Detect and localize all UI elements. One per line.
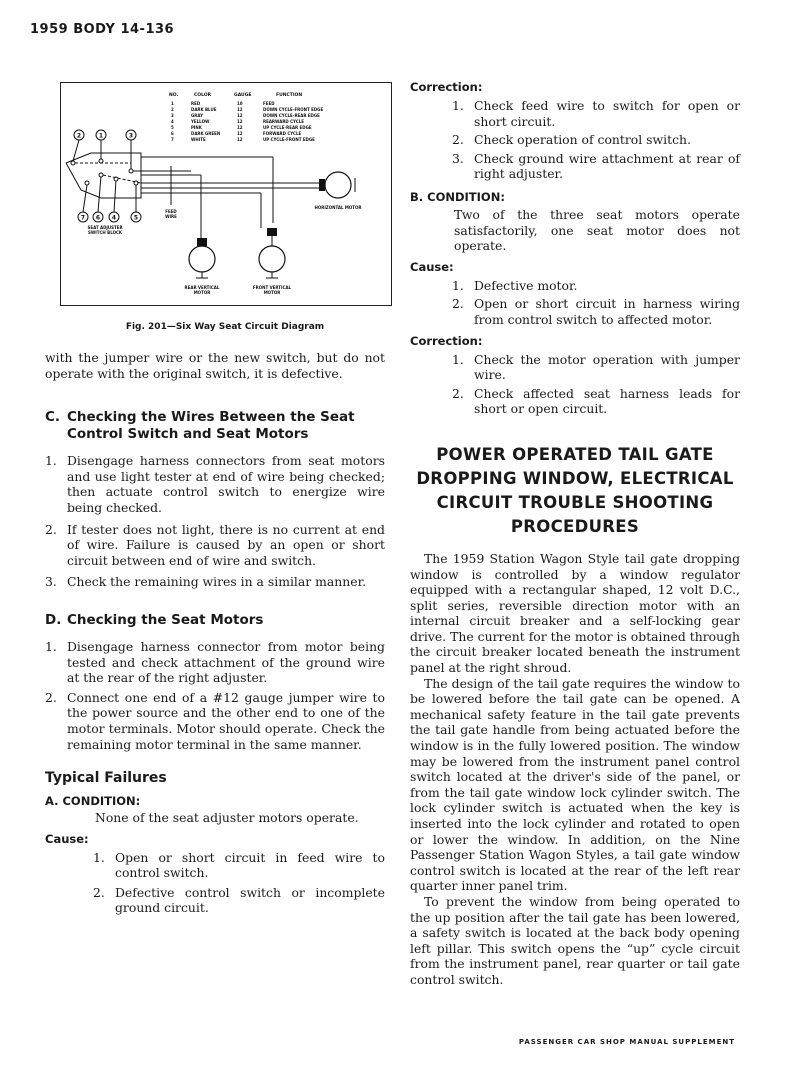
condition-a-label: A. CONDITION: [45, 794, 141, 809]
wire-color: DARK GREEN [191, 131, 221, 136]
wire-gauge: 12 [237, 113, 243, 118]
wire-no: 5 [171, 125, 174, 130]
cause-list [45, 850, 385, 916]
condition-b-label: B. CONDITION: [410, 189, 505, 204]
circuit-diagram-svg [61, 83, 391, 305]
front-vertical-label: FRONT VERTICAL [252, 285, 292, 290]
cause-b-list [410, 278, 740, 328]
wire-gauge: 12 [237, 137, 243, 142]
rear-vertical-label: REAR VERTICAL [184, 285, 220, 290]
rear-vertical-label: MOTOR [193, 290, 211, 295]
step: 2. If tester does not light, there is no current at end of wire. Failure is caused by an open or short circuit between end of wire and switch. [45, 521, 385, 568]
cause-item: 1. Defective motor. [452, 277, 578, 293]
front-vertical-motor-connector [267, 228, 277, 236]
correction-a-label: Correction: [410, 80, 483, 94]
wire-no: 3 [171, 113, 174, 118]
tailgate-section-title [410, 443, 740, 539]
continuation-paragraph: with the jumper wire or the new switch, but do not operate with the original switch, it is defective. [45, 350, 385, 381]
title-line: DROPPING WINDOW, ELECTRICAL [416, 468, 734, 488]
correction-b-label: Correction: [410, 333, 483, 348]
terminal-callout: 7 [80, 214, 86, 222]
wire-color: DARK BLUE [191, 107, 217, 112]
section-letter: C. [45, 409, 61, 426]
switch-block-label: SWITCH BLOCK [87, 230, 123, 235]
table-header-color: COLOR [194, 93, 212, 98]
section-title: Checking the Seat Motors [67, 611, 264, 628]
correction-a-list [410, 98, 740, 182]
title-line: POWER OPERATED TAIL GATE [436, 444, 714, 464]
step: 1. Disengage harness connectors from seat motors and use light tester at end of wire being checked; then actuate control switch to energize wire being checked. [45, 453, 385, 515]
typical-failures-heading: Typical Failures [45, 770, 167, 787]
wire-function: DOWN CYCLE-FRONT EDGE [263, 107, 324, 112]
wire-color: RED [191, 101, 201, 106]
terminal-callout: 4 [111, 214, 117, 222]
terminal-callout: 6 [95, 214, 101, 222]
wire-function: UP CYCLE-FRONT EDGE [263, 137, 315, 142]
wire-color: PINK [191, 125, 202, 130]
feed-wire-label: WIRE [165, 214, 177, 219]
correction-item: 2. Check operation of control switch. [452, 132, 691, 148]
wire-gauge: 12 [237, 107, 243, 112]
circuit-diagram [60, 82, 392, 306]
rear-vertical-motor-connector [197, 238, 207, 246]
wire-function: FEED [263, 101, 275, 106]
wire-gauge: 12 [237, 131, 243, 136]
title-line: CIRCUIT TROUBLE SHOOTING [436, 492, 714, 512]
front-vertical-motor [259, 246, 285, 272]
horizontal-motor-connector [319, 179, 325, 191]
wire-no: 4 [171, 119, 174, 124]
wire-gauge: 12 [237, 125, 243, 130]
condition-a-text: None of the seat adjuster motors operate. [95, 810, 359, 826]
cause-item: 2. Open or short circuit in harness wiring from control switch to affected motor. [452, 296, 740, 327]
table-header-function: FUNCTION [276, 93, 303, 98]
wire-gauge: 12 [237, 119, 243, 124]
wire-gauge: 10 [237, 101, 243, 106]
correction-item: 1. Check the motor operation with jumper wire. [452, 351, 740, 383]
wire-function: FORWARD CYCLE [263, 131, 302, 136]
wire-function: DOWN CYCLE-REAR EDGE [263, 113, 320, 118]
wire-no: 6 [171, 131, 174, 136]
right-column [410, 80, 740, 988]
wire-color: YELLOW [191, 119, 210, 124]
terminal-callout: 1 [98, 132, 104, 140]
table-header-gauge: GAUGE [234, 93, 252, 98]
section-c-heading [45, 409, 385, 443]
section-d-steps [45, 639, 385, 752]
running-head: 1959 BODY 14-136 [30, 22, 175, 37]
figure-caption: Fig. 201—Six Way Seat Circuit Diagram [125, 322, 325, 332]
horizontal-motor [325, 172, 351, 198]
section-letter: D. [45, 611, 62, 628]
section-title: Checking the Wires Between the Seat Control Switch and Seat Motors [67, 409, 355, 443]
wire-no: 2 [171, 107, 174, 112]
cause-label: Cause: [410, 259, 454, 274]
wire-function: REARWARD CYCLE [263, 119, 305, 124]
horizontal-motor-label: HORIZONTAL MOTOR [314, 205, 362, 210]
tailgate-paragraph: To prevent the window from being operated to the up position after the tail gate has been lowered, a safety switch is located at the back body opening left pillar. This switch opens the “up” cycle circuit from the instrument panel, rear quarter or tail gate control switch. [410, 893, 740, 987]
front-vertical-label: MOTOR [263, 290, 281, 295]
section-c-steps [45, 453, 385, 590]
wire-function: UP CYCLE-REAR EDGE [263, 125, 312, 130]
tailgate-paragraph: The 1959 Station Wagon Style tail gate dropping window is controlled by a window regulator equipped with a rectangular shaped, 12 volt D.C., split series, reversible direction motor with an internal circuit breaker and a self-locking gear drive. The current for the motor is obtained through the circuit breaker located beneath the instrument panel at the right shroud. [410, 550, 740, 676]
left-column [45, 350, 385, 916]
section-d-heading [45, 612, 385, 629]
title-line: PROCEDURES [510, 516, 640, 536]
tailgate-paragraph: The design of the tail gate requires the window to be lowered before the tail gate can be opened. A mechanical safety feature in the tail gate prevents the tail gate handle from being actuated before the window is in the fully lowered position. The window may be lowered from the instrument panel control switch located at the driver's side of the panel, or from the tail gate window lock cylinder switch. The lock cylinder switch is actuated when the key is inserted into the lock cylinder and rotated to open or lower the window. In addition, on the Nine Passenger Station Wagon Styles, a tail gate window control switch is located at the rear of the left rear quarter inner panel trim. [410, 675, 740, 894]
cause-label: Cause: [45, 831, 89, 846]
rear-vertical-motor [189, 246, 215, 272]
terminal-callout: 3 [128, 132, 134, 140]
step: 3. Check the remaining wires in a similar manner. [45, 574, 367, 590]
terminal-callout: 5 [133, 214, 139, 222]
correction-item: 2. Check affected seat harness leads for short or open circuit. [452, 385, 740, 417]
feed-wire-label: FEED [165, 209, 177, 214]
page-footer: PASSENGER CAR SHOP MANUAL SUPPLEMENT [518, 1038, 735, 1046]
correction-item: 3. Check ground wire attachment at rear of right adjuster. [452, 150, 740, 182]
correction-b-list [410, 352, 740, 417]
condition-b-text: Two of the three seat motors operate satisfactorily, one seat motor does not operate. [454, 206, 740, 254]
cause-item: 2. Defective control switch or incomplete ground circuit. [93, 884, 385, 916]
step: 2. Connect one end of a #12 gauge jumper wire to the power source and the other end to one of the motor terminals. Motor should operate. Check the remaining motor terminal in the same manner. [45, 689, 385, 752]
wire-color: GRAY [191, 113, 203, 118]
wire-no: 7 [171, 137, 174, 142]
correction-item: 1. Check feed wire to switch for open or short circuit. [452, 98, 740, 129]
table-header-no: NO. [169, 93, 179, 98]
cause-item: 1. Open or short circuit in feed wire to control switch. [93, 849, 385, 881]
wire-color: WHITE [191, 137, 206, 142]
wire-no: 1 [171, 101, 174, 106]
terminal-callout: 2 [76, 132, 82, 140]
step: 1. Disengage harness connector from motor being tested and check attachment of the ground wire at the rear of the right adjuster. [45, 638, 385, 686]
switch-block-label: SEAT ADJUSTER [87, 225, 123, 230]
